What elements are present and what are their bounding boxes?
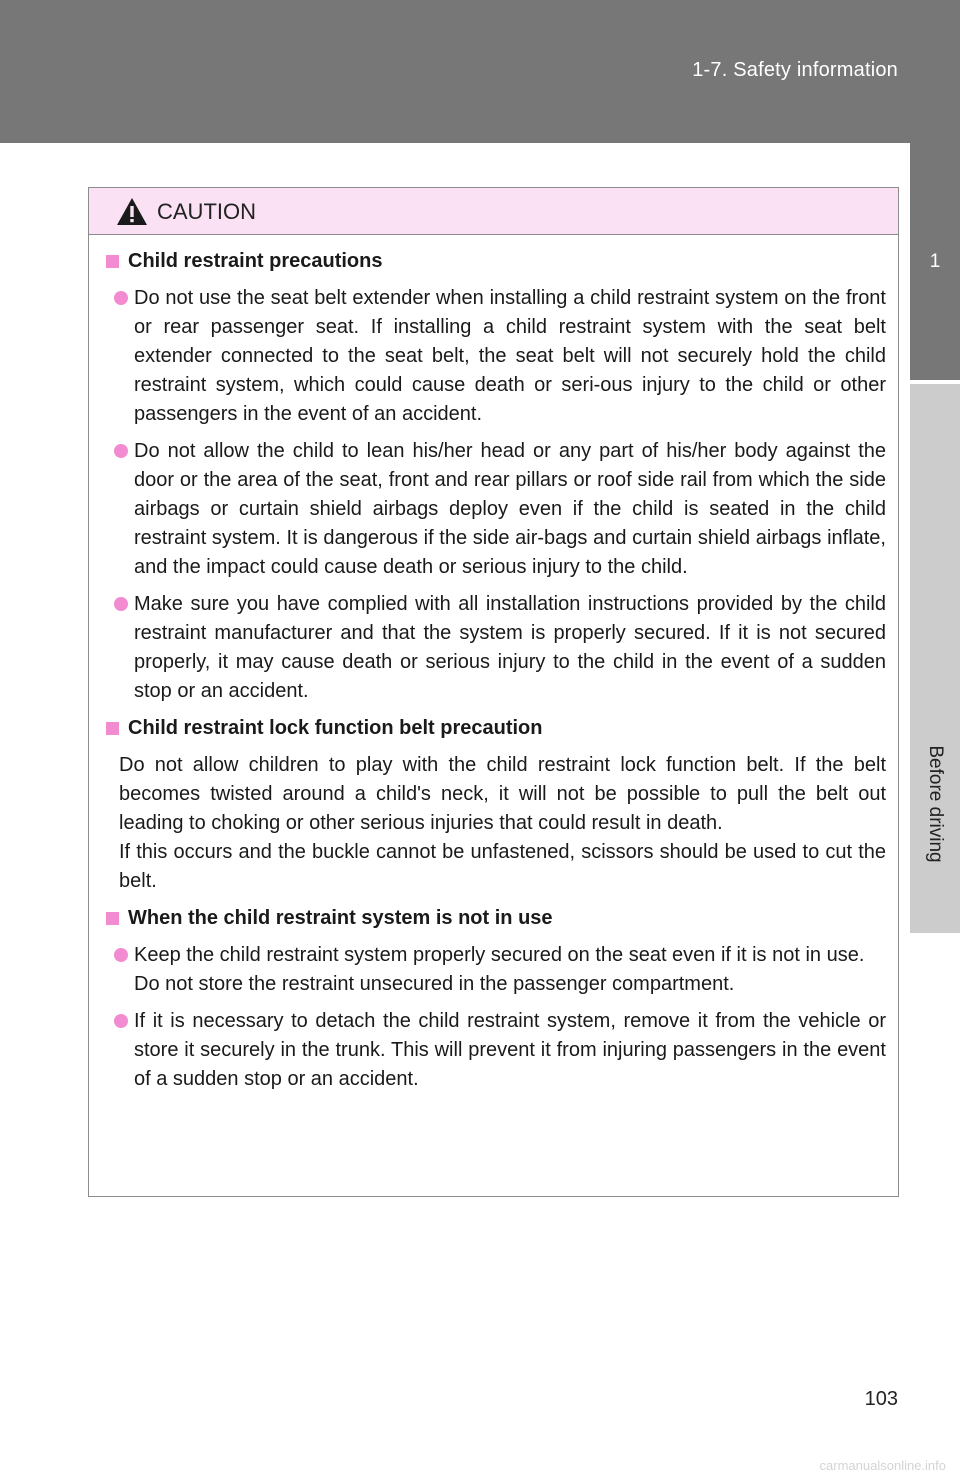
list-item-text: Make sure you have complied with all installation instructions provided by the child restraint manufacturer and that the system is properly secured. If it is not secured properly, it may cause death or serious injury to the child in the event of a sudden stop or an accident.: [134, 593, 886, 702]
chapter-label: Before driving: [925, 745, 946, 863]
paragraph-text: Do not allow children to play with the child restraint lock function belt. If the belt becomes twisted around a child's neck, it will not be possible to pull the belt out leading to choking or other serious injuries that could result in death.: [119, 754, 886, 834]
section-heading: [105, 904, 886, 933]
circle-bullet-icon: [114, 444, 128, 458]
section-heading: [105, 714, 886, 743]
page-header: [0, 0, 960, 143]
section-heading-text: Child restraint lock function belt precaution: [128, 717, 543, 739]
list-item: [105, 437, 886, 582]
paragraph-text: If this occurs and the buckle cannot be unfastened, scissors should be used to cut the belt.: [119, 841, 886, 892]
list-item: [105, 941, 886, 999]
list-item: [105, 1007, 886, 1094]
list-item: [105, 590, 886, 706]
chapter-label-box: [910, 384, 960, 933]
chapter-tab: [910, 143, 960, 933]
circle-bullet-icon: [114, 291, 128, 305]
square-bullet-icon: [106, 255, 119, 268]
section-lock-function-belt: [105, 714, 886, 896]
square-bullet-icon: [106, 912, 119, 925]
section-heading-text: When the child restraint system is not in use: [128, 907, 553, 929]
paragraph: [105, 751, 886, 896]
square-bullet-icon: [106, 722, 119, 735]
section-child-restraint-precautions: [105, 247, 886, 706]
section-not-in-use: [105, 904, 886, 1094]
list-item-text: Do not allow the child to lean his/her head or any part of his/her body against the door or the area of the seat, front and rear pillars or roof side rail from which the side airbags or curtain shield airbags deploy even if the child is seated in the child restraint system. It is dangerous if the side air-bags and curtain shield airbags inflate, and the impact could cause death or serious injury to the child.: [134, 440, 886, 578]
section-heading: [105, 247, 886, 276]
watermark: carmanualsonline.info: [819, 1458, 946, 1473]
list-item-subtext: Do not store the restraint unsecured in the passenger compartment.: [134, 973, 735, 995]
circle-bullet-icon: [114, 948, 128, 962]
list-item-text: If it is necessary to detach the child restraint system, remove it from the vehicle or store it securely in the trunk. This will prevent it from injuring passengers in the event of a sudden stop or an accident.: [134, 1010, 886, 1090]
caution-body: [89, 235, 898, 1094]
list-item-text: Keep the child restraint system properly secured on the seat even if it is not in use.: [134, 944, 865, 966]
chapter-number: 1: [910, 143, 960, 380]
caution-title: CAUTION: [157, 199, 256, 224]
warning-triangle-icon: [116, 197, 148, 226]
circle-bullet-icon: [114, 597, 128, 611]
caution-box: [88, 187, 899, 1197]
list-item: [105, 284, 886, 429]
page-number: 103: [864, 1388, 898, 1410]
list-item-text: Do not use the seat belt extender when installing a child restraint system on the front or rear passenger seat. If installing a child restraint system with the seat belt extender connected to the seat belt, the seat belt will not securely hold the child restraint system, which could cause death or seri-ous injury to the child or other passengers in the event of an accident.: [134, 287, 886, 425]
section-heading-text: Child restraint precautions: [128, 250, 383, 272]
circle-bullet-icon: [114, 1014, 128, 1028]
section-title: 1-7. Safety information: [692, 59, 898, 81]
caution-header: [89, 188, 898, 235]
